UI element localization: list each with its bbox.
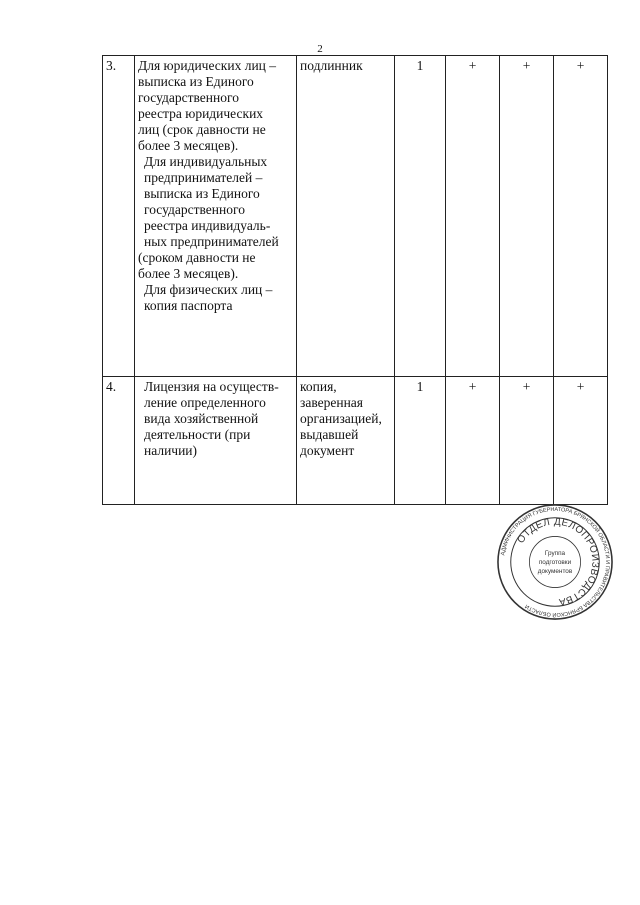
description-line: ление определенного [144, 395, 266, 410]
page-number: 2 [317, 43, 323, 55]
document-description [135, 377, 297, 505]
form-line: подлинник [300, 58, 363, 73]
description-line: государственного [138, 90, 239, 105]
description-line: наличии) [144, 443, 198, 458]
table-row [103, 56, 608, 377]
description-line: деятельности (при [144, 427, 251, 442]
documents-table [102, 55, 608, 505]
description-line: Лицензия на осуществ- [144, 379, 279, 394]
description-line: реестра юридических [138, 106, 264, 121]
description-line: ных предпринимателей [144, 234, 279, 249]
description-line: вида хозяйственной [144, 411, 259, 426]
plus-mark: + [446, 377, 500, 505]
form-line: заверенная [300, 395, 364, 410]
document-form [297, 377, 395, 505]
form-line: выдавшей [300, 427, 359, 442]
description-line: Для физических лиц – [144, 282, 273, 297]
description-line: предпринимателей – [144, 170, 263, 185]
seal-inner-text: ОТДЕЛ ДЕЛОПРОИЗВОДСТВА [515, 516, 601, 608]
seal-outer-text: АДМИНИСТРАЦИЯ ГУБЕРНАТОРА БРЯНСКОЙ ОБЛАСТИ И ПРАВИТЕЛЬСТВА БРЯНСКОЙ ОБЛАСТИ [500, 506, 611, 618]
description-line: выписка из Единого [144, 186, 260, 201]
table-row [103, 377, 608, 505]
description-line: более 3 месяцев). [138, 138, 239, 153]
description-line: (сроком давности не [138, 250, 256, 265]
document-quantity: 1 [395, 56, 446, 377]
description-line: реестра индивидуаль- [144, 218, 271, 233]
document-form [297, 56, 395, 377]
row-number: 4. [103, 377, 135, 505]
plus-mark: + [500, 56, 554, 377]
plus-mark: + [500, 377, 554, 505]
plus-mark: + [446, 56, 500, 377]
form-line: организацией, [300, 411, 382, 426]
seal-center-line: документов [537, 567, 573, 575]
plus-mark: + [554, 56, 608, 377]
seal-center-line: подготовки [538, 558, 572, 566]
row-number: 3. [103, 56, 135, 377]
description-line: выписка из Единого [138, 74, 254, 89]
description-line: государственного [144, 202, 245, 217]
description-line: копия паспорта [144, 298, 233, 313]
description-line: Для юридических лиц – [138, 58, 277, 73]
plus-mark: + [554, 377, 608, 505]
document-description [135, 56, 297, 377]
description-line: Для индивидуальных [144, 154, 268, 169]
document-quantity: 1 [395, 377, 446, 505]
seal-center-line: Группа [544, 550, 566, 558]
description-line: более 3 месяцев). [138, 266, 239, 281]
description-line: лиц (срок давности не [138, 122, 266, 137]
official-seal-stamp [496, 503, 614, 621]
form-line: копия, [300, 379, 337, 394]
form-line: документ [300, 443, 355, 458]
